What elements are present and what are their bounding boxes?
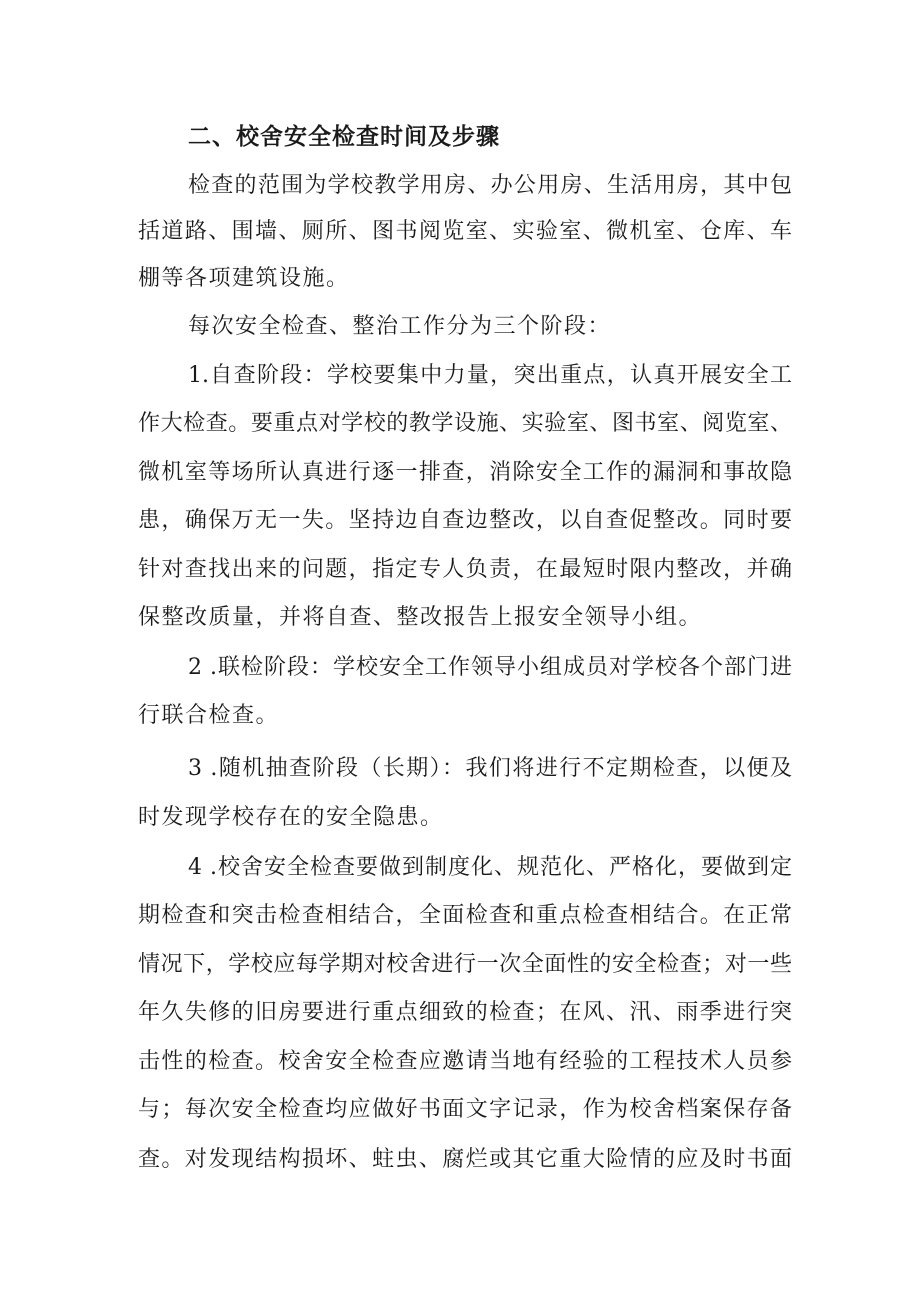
paragraph-stage-1-line-1: 1.自查阶段：学校要集中力量，突出重点，认真开展安全工	[188, 363, 792, 388]
paragraph-stage-2-line-1: 2 .联检阶段：学校安全工作领导小组成员对学校各个部门进	[188, 655, 792, 680]
paragraph-stage-3-line-2: 时发现学校存在的安全隐患。	[138, 805, 444, 830]
paragraph-item-4-line-5: 击性的检查。校舍安全检查应邀请当地有经验的工程技术人员参	[138, 1049, 792, 1074]
paragraph-stage-2-line-2: 行联合检查。	[138, 703, 280, 728]
paragraph-item-4-line-1: 4 .校舍安全检查要做到制度化、规范化、严格化，要做到定	[188, 855, 792, 880]
paragraph-stage-1-line-5: 针对查找出来的问题，指定专人负责，在最短时限内整改，并确	[138, 557, 792, 582]
paragraph-stage-1-line-3: 微机室等场所认真进行逐一排查，消除安全工作的漏洞和事故隐	[138, 460, 792, 485]
paragraph-item-4-line-3: 情况下，学校应每学期对校舍进行一次全面性的安全检查；对一些	[138, 952, 792, 977]
paragraph-scope-line-1: 检查的范围为学校教学用房、办公用房、生活用房，其中包	[188, 173, 792, 198]
paragraph-stage-3-line-1: 3 .随机抽查阶段（长期）：我们将进行不定期检查，以便及	[188, 756, 792, 781]
paragraph-stage-1-line-6: 保整改质量，并将自查、整改报告上报安全领导小组。	[138, 605, 703, 630]
paragraph-stage-1-line-2: 作大检查。要重点对学校的教学设施、实验室、图书室、阅览室、	[138, 411, 792, 436]
paragraph-stage-1-line-4: 患，确保万无一失。坚持边自查边整改，以自查促整改。同时要	[138, 508, 792, 533]
paragraph-item-4-line-6: 与；每次安全检查均应做好书面文字记录，作为校舍档案保存备	[138, 1097, 792, 1122]
paragraph-scope-line-3: 棚等各项建筑设施。	[138, 266, 350, 291]
paragraph-item-4-line-7: 查。对发现结构损坏、蛀虫、腐烂或其它重大险情的应及时书面	[138, 1147, 792, 1172]
paragraph-item-4-line-4: 年久失修的旧房要进行重点细致的检查；在风、汛、雨季进行突	[138, 1000, 792, 1025]
paragraph-item-4-line-2: 期检查和突击检查相结合，全面检查和重点检查相结合。在正常	[138, 903, 792, 928]
section-heading: 二、校舍安全检查时间及步骤	[188, 124, 500, 150]
paragraph-stages-intro: 每次安全检查、整治工作分为三个阶段：	[188, 314, 612, 339]
paragraph-scope-line-2: 括道路、围墙、厕所、图书阅览室、实验室、微机室、仓库、车	[138, 219, 792, 244]
